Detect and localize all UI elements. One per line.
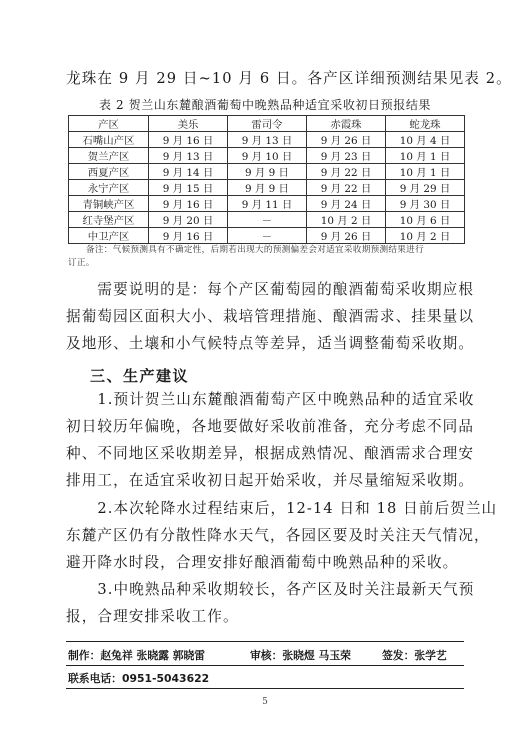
- date-cell: 10 月 6 日: [386, 212, 465, 228]
- date-cell: 9 月 9 日: [228, 180, 307, 196]
- region-cell: 贺兰产区: [69, 148, 149, 164]
- table-header-cell: 产区: [69, 116, 149, 132]
- date-cell: 9 月 13 日: [228, 132, 307, 148]
- paragraph-line: 2.本次轮降水过程结束后，12-14 日和 18 日前后贺兰山: [66, 500, 498, 517]
- date-cell: 9 月 29 日: [386, 180, 465, 196]
- region-cell: 石嘴山产区: [69, 132, 149, 148]
- date-cell: －: [228, 212, 307, 228]
- date-cell: 9 月 22 日: [307, 180, 386, 196]
- note-line: 订正。: [68, 258, 95, 268]
- section-heading: 三、生产建议: [90, 367, 190, 385]
- date-cell: 9 月 16 日: [149, 132, 228, 148]
- reviewers-credit: 审核：张晓煜 马玉荣: [250, 649, 351, 662]
- date-cell: 9 月 15 日: [149, 180, 228, 196]
- page-number: 5: [262, 697, 268, 707]
- paragraph-line: 及地形、土壤和小气候特点等差异，适当调整葡萄采收期。: [66, 335, 475, 352]
- table-caption: 表 2 贺兰山东麓酿酒葡萄中晚熟品种适宜采收初日预报结果: [98, 98, 432, 112]
- footer-bottom-rule: [66, 688, 464, 689]
- date-cell: 9 月 16 日: [149, 228, 228, 244]
- table-row: [69, 196, 465, 212]
- table-row: [69, 132, 465, 148]
- date-cell: 9 月 13 日: [149, 148, 228, 164]
- paragraph-line: 1.预计贺兰山东麓酿酒葡萄产区中晚熟品种的适宜采收: [66, 391, 475, 408]
- producers-credit: 制作：赵兔祥 张晓露 郭晓雷: [68, 649, 206, 662]
- issuer-credit: 签发：张学艺: [382, 649, 447, 662]
- date-cell: 9 月 24 日: [307, 196, 386, 212]
- region-cell: 中卫产区: [69, 228, 149, 244]
- footer-middle-rule: [66, 665, 464, 666]
- table-row: [69, 148, 465, 164]
- date-cell: 9 月 11 日: [228, 196, 307, 212]
- date-cell: 10 月 2 日: [386, 228, 465, 244]
- table-header-cell: 赤霞珠: [307, 116, 386, 132]
- date-cell: 9 月 9 日: [228, 164, 307, 180]
- contact-phone: 联系电话：0951-5043622: [68, 672, 210, 685]
- date-cell: 10 月 1 日: [386, 148, 465, 164]
- date-cell: －: [228, 228, 307, 244]
- date-cell: 9 月 26 日: [307, 132, 386, 148]
- table-row: [69, 228, 465, 244]
- intro-line: 龙珠在 9 月 29 日~10 月 6 日。各产区详细预测结果见表 2。: [66, 70, 512, 87]
- table-row: [69, 180, 465, 196]
- paragraph-line: 东麓产区仍有分散性降水天气，各园区要及时关注天气情况，: [66, 527, 490, 544]
- region-cell: 西夏产区: [69, 164, 149, 180]
- date-cell: 10 月 4 日: [386, 132, 465, 148]
- paragraph-line: 种、不同地区采收期差异，根据成熟情况、酿酒需求合理安: [66, 445, 475, 462]
- table-header-cell: 美乐: [149, 116, 228, 132]
- paragraph-line: 需要说明的是：每个产区葡萄园的酿酒葡萄采收期应根: [66, 281, 475, 298]
- paragraph-line: 排用工，在适宜采收初日起开始采收，并尽量缩短采收期。: [66, 472, 475, 489]
- table-row: [69, 164, 465, 180]
- date-cell: 9 月 14 日: [149, 164, 228, 180]
- footer-top-rule: [66, 641, 464, 642]
- date-cell: 9 月 16 日: [149, 196, 228, 212]
- date-cell: 9 月 10 日: [228, 148, 307, 164]
- table-header-row: [69, 116, 465, 132]
- region-cell: 永宁产区: [69, 180, 149, 196]
- date-cell: 10 月 1 日: [386, 164, 465, 180]
- paragraph-line: 报，合理安排采收工作。: [66, 608, 239, 625]
- date-cell: 9 月 20 日: [149, 212, 228, 228]
- table-note: [68, 244, 466, 270]
- date-cell: 9 月 26 日: [307, 228, 386, 244]
- paragraph-line: 初日较历年偏晚，各地要做好采收前准备，充分考虑不同品: [66, 418, 475, 435]
- paragraph-line: 3.中晚熟品种采收期较长，各产区及时关注最新天气预: [66, 581, 475, 598]
- region-cell: 青铜峡产区: [69, 196, 149, 212]
- date-cell: 10 月 2 日: [307, 212, 386, 228]
- table-header-cell: 蛇龙珠: [386, 116, 465, 132]
- paragraph-line: 避开降水时段，合理安排好酿酒葡萄中晚熟品种的采收。: [66, 554, 459, 571]
- forecast-table: [68, 115, 465, 244]
- paragraph-line: 据葡萄园区面积大小、栽培管理措施、酿酒需求、挂果量以: [66, 308, 475, 325]
- note-line: 备注：气候预测具有不确定性，后期若出现大的预测偏差会对适宜采收期预测结果进行: [86, 245, 424, 255]
- date-cell: 9 月 22 日: [307, 164, 386, 180]
- date-cell: 9 月 23 日: [307, 148, 386, 164]
- date-cell: 9 月 30 日: [386, 196, 465, 212]
- table-header-cell: 雷司令: [228, 116, 307, 132]
- region-cell: 红寺堡产区: [69, 212, 149, 228]
- table-row: [69, 212, 465, 228]
